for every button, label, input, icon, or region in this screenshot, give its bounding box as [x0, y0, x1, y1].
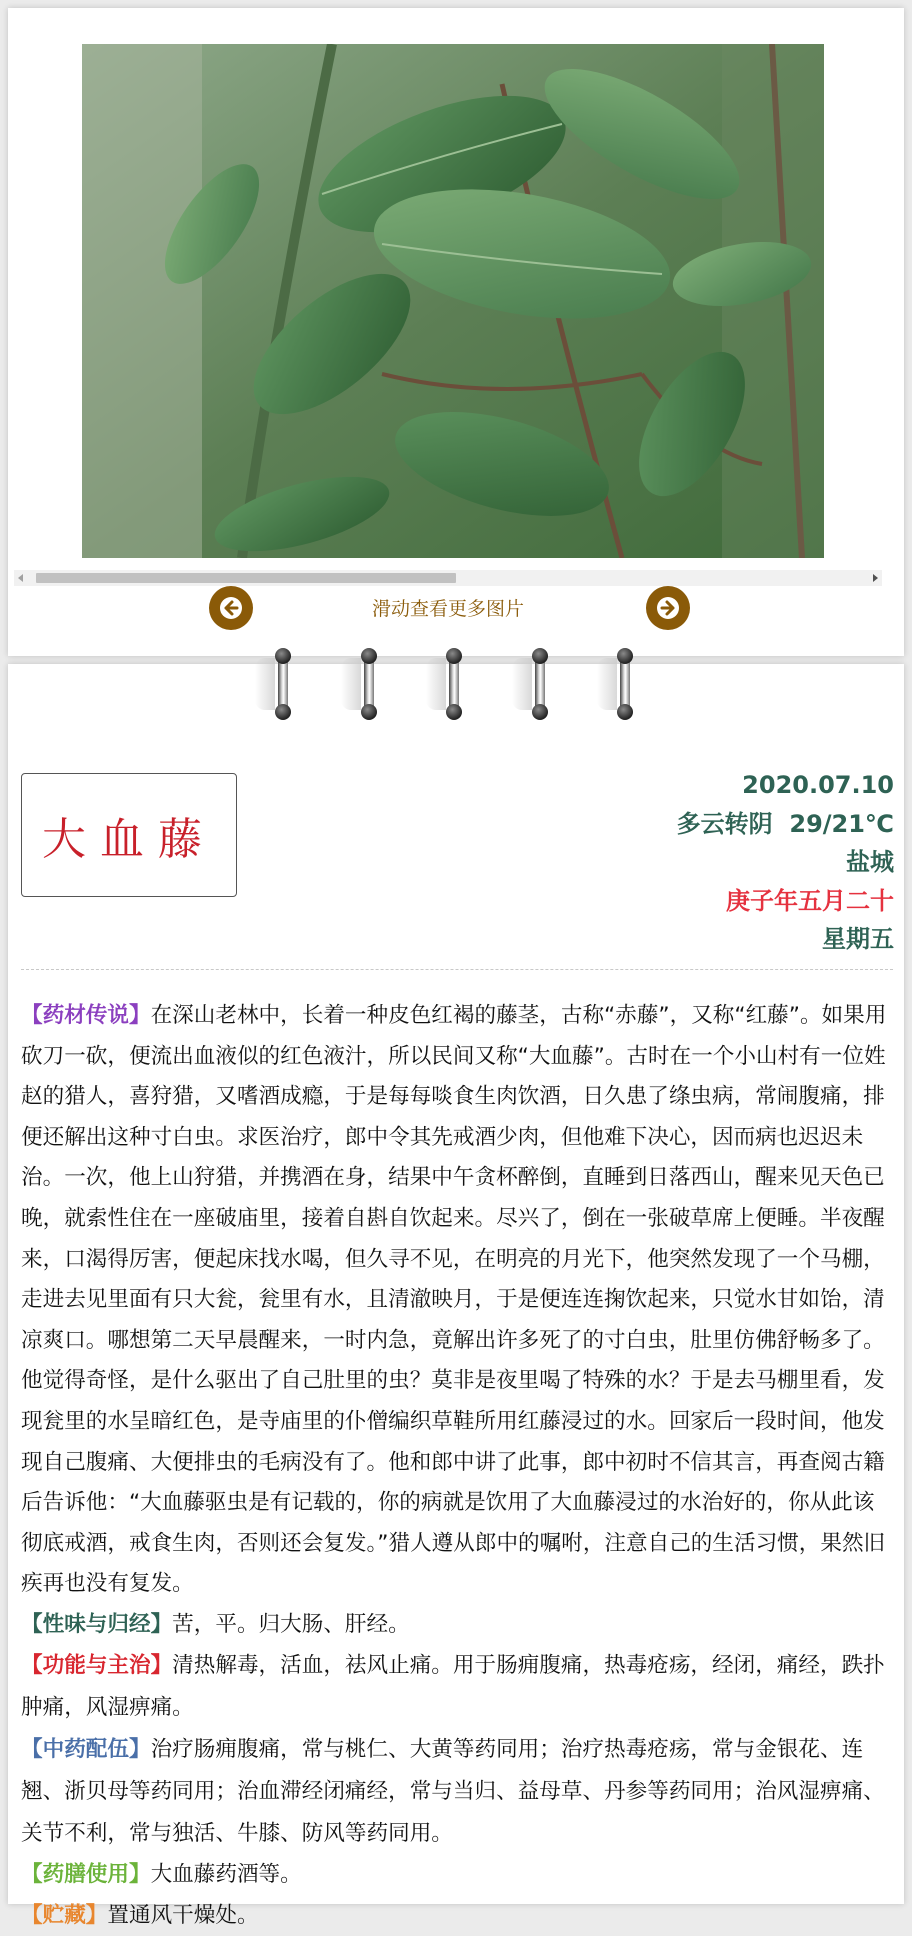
- section-text: 清热解毒，活血，祛风止痛。用于肠痈腹痛，热毒疮疡，经闭，痛经，跌扑肿痛，风湿痹痛。: [21, 1653, 885, 1721]
- section-text: 大血藤药酒等。: [150, 1862, 302, 1888]
- binder-ring-icon: [273, 648, 293, 720]
- section-label: 【中药配伍】: [21, 1737, 151, 1763]
- weekday: 星期五: [822, 925, 894, 953]
- section-text: 在深山老林中，长着一种皮色红褐的藤茎，古称“赤藤”，又称“红藤”。如果用砍刀一砍，便流出血液似的红色液汁，所以民间又称“大血藤”。古时在一个小山村有一位姓赵的猎人，喜狩猎，又嗜酒成瘾，于是每每啖食生肉饮酒，日久患了绦虫病，常闹腹痛，排便还解出这种寸白虫。求医治疗，郎中令其先戒酒少肉，但他难下决心，因而病也迟迟未治。一次，他上山狩猎，并携酒在身，结果中午贪杯醉倒，直睡到日落西山，醒来见天色已晚，就索性住在一座破庙里，接着自斟自饮起来。尽兴了，倒在一张破草席上便睡。半夜醒来，口渴得厉害，便起床找水喝，但久寻不见，在明亮的月光下，他突然发现了一个马棚，走进去见里面有只大瓮，瓮里有水，且清澈映月，于是便连连掬饮起来，只觉水甘如饴，清凉爽口。哪想第二天早晨醒来，一时内急，竟解出许多死了的寸白虫，肚里仿佛舒畅多了。他觉得奇怪，是什么驱出了自己肚里的虫？莫非是夜里喝了特殊的水？于是去马棚里看，发现瓮里的水呈暗红色，是寺庙里的仆僧编织草鞋所用红藤浸过的水。回家后一段时间，他发现自己腹痛、大便排虫的毛病没有了。他和郎中讲了此事，郎中初时不信其言，再查阅古籍后告诉他：“大血藤驱虫是有记载的，你的病就是饮用了大血藤浸过的水治好的，你从此该彻底戒酒，戒食生肉，否则还会复发。”猎人遵从郎中的嘱咐，注意自己的生活习惯，果然旧疾再也没有复发。: [21, 1003, 887, 1597]
- section-nature: [21, 1605, 893, 1646]
- prev-image-button[interactable]: [209, 586, 253, 630]
- binder-ring-icon: [530, 648, 550, 720]
- binder-ring-icon: [615, 648, 635, 720]
- section-function: [21, 1645, 893, 1729]
- next-image-button[interactable]: [646, 586, 690, 630]
- section-label: 【性味与归经】: [21, 1611, 173, 1637]
- section-label: 【贮藏】: [21, 1902, 108, 1928]
- gallery-scrollbar[interactable]: [14, 570, 882, 586]
- scrollbar-thumb[interactable]: [36, 573, 456, 583]
- scroll-left-arrow-icon[interactable]: [18, 574, 23, 582]
- date: 2020.07.10: [742, 771, 894, 799]
- article-body: [21, 996, 893, 1936]
- herb-name-seal: [21, 773, 237, 897]
- city: 盐城: [846, 848, 894, 876]
- binder-ring-icon: [359, 648, 379, 720]
- section-text: 治疗肠痈腹痛，常与桃仁、大黄等药同用；治疗热毒疮疡，常与金银花、连翘、浙贝母等药同用；治血滞经闭痛经，常与当归、益母草、丹参等药同用；治风湿痹痛、关节不利，常与独活、牛膝、防风等药同用。: [21, 1737, 885, 1847]
- section-legend: [21, 996, 893, 1605]
- section-label: 【药膳使用】: [21, 1862, 151, 1888]
- plant-photo: [82, 44, 824, 558]
- gallery-hint: 滑动查看更多图片: [371, 598, 524, 620]
- section-text: 置通风干燥处。: [107, 1902, 259, 1928]
- seal-text: 大血藤: [42, 814, 216, 865]
- section-storage: [21, 1896, 893, 1936]
- date-info: [677, 766, 894, 959]
- arrow-left-icon: [219, 596, 243, 620]
- divider: [21, 969, 893, 970]
- binder-ring-icon: [444, 648, 464, 720]
- arrow-right-icon: [656, 596, 680, 620]
- section-text: 苦，平。归大肠、肝经。: [172, 1611, 410, 1637]
- section-label: 【药材传说】: [21, 1003, 151, 1028]
- section-label: 【功能与主治】: [21, 1653, 173, 1679]
- weather: 多云转阴 29/21℃: [676, 809, 894, 838]
- section-combination: [21, 1729, 893, 1855]
- section-diet: [21, 1855, 893, 1896]
- scroll-right-arrow-icon[interactable]: [873, 574, 878, 582]
- lunar-date: 庚子年五月二十: [726, 886, 894, 915]
